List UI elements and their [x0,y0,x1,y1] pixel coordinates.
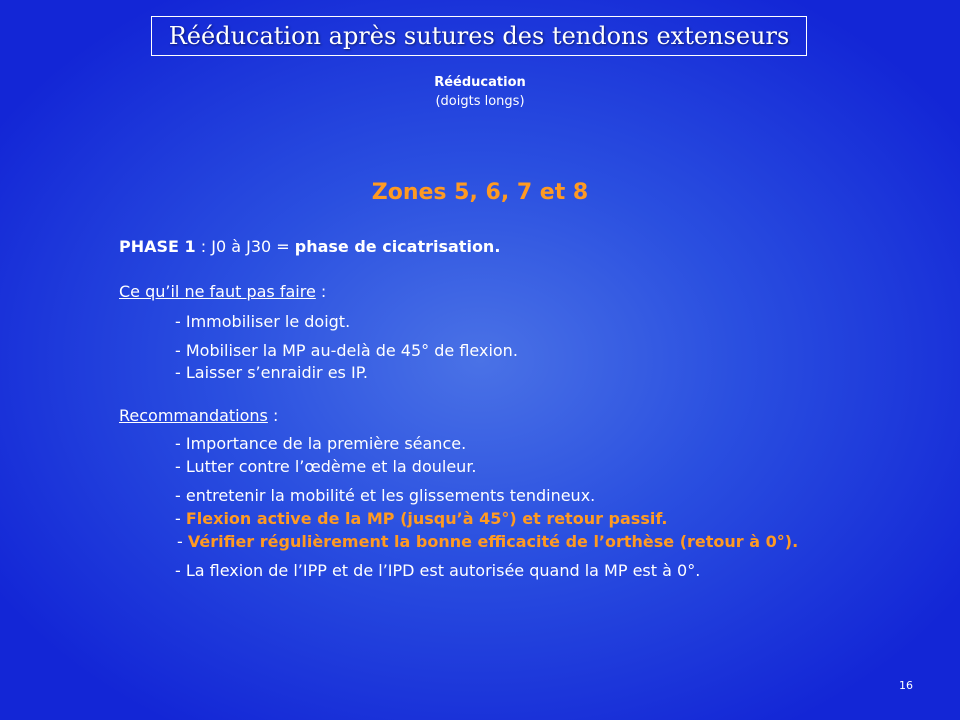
reco-highlight-1-text: Flexion active de la MP (jusqu’à 45°) et retour passif. [185,509,668,528]
phase-period: J0 à J30 = [211,237,295,256]
phase-label: PHASE 1 [119,237,196,256]
dont-heading-line [119,282,326,301]
reco-last-item: - La flexion de l’IPP et de l’IPD est autorisée quand la MP est à 0°. [175,561,701,580]
zones-heading: Zones 5, 6, 7 et 8 [371,180,589,205]
dont-item: - Immobiliser le doigt. [175,312,351,331]
dont-item: - Laisser s’enraidir es IP. [175,363,368,382]
reco-item: - Lutter contre l’œdème et la douleur. [175,457,477,476]
reco-item: - Importance de la première séance. [175,434,467,453]
subtitle-line-1: Rééducation [434,75,526,90]
slide-title [151,16,807,56]
subtitle-line-2: (doigts longs) [435,94,525,109]
slide-title-text: Rééducation après sutures des tendons extenseurs [168,22,790,50]
reco-colon: : [267,406,279,425]
reco-highlight-2-text: Vérifier régulièrement la bonne efficacité de l’orthèse (retour à 0°). [187,532,799,551]
reco-highlight-2 [177,532,798,551]
page-number: 16 [899,679,913,692]
reco-highlight-1 [175,509,668,528]
reco-highlight-2-dash: - [177,532,188,551]
phase-description: phase de cicatrisation. [294,237,501,256]
dont-colon: : [315,282,327,301]
reco-item: - entretenir la mobilité et les glissements tendineux. [175,486,596,505]
phase-separator: : [195,237,212,256]
phase-line [119,237,500,256]
dont-item: - Mobiliser la MP au-delà de 45° de flexion. [175,341,518,360]
reco-heading: Recommandations [119,406,268,425]
reco-heading-line [119,406,278,425]
dont-heading: Ce qu’il ne faut pas faire [119,282,316,301]
reco-highlight-1-dash: - [175,509,186,528]
